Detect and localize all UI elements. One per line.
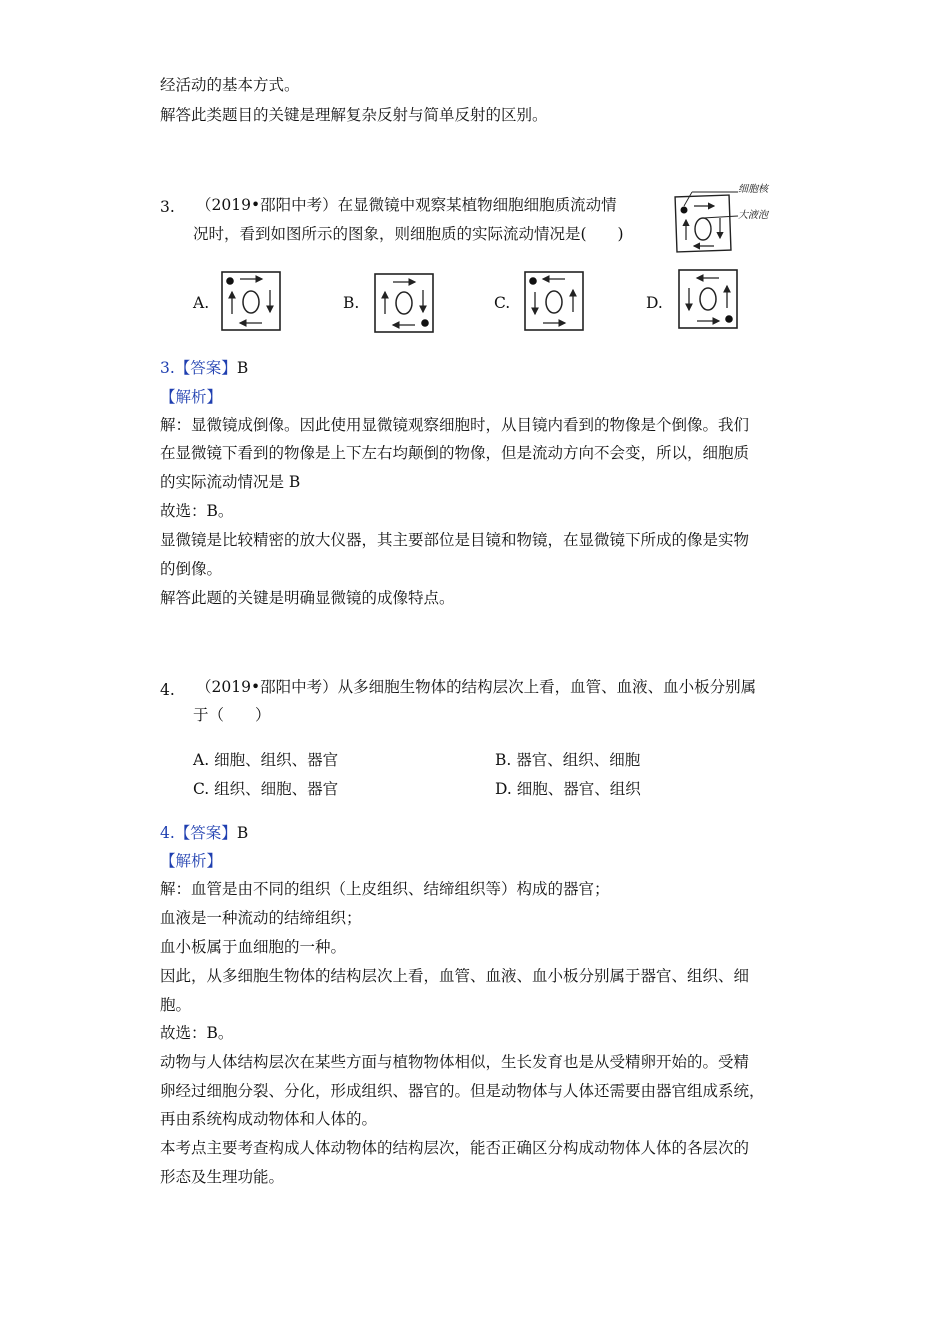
analysis-label: 【解析】 — [160, 852, 223, 870]
answer-label: 【答案】 — [174, 824, 237, 842]
text-line: 经活动的基本方式。 — [160, 76, 300, 94]
text-line: 解答此类题目的关键是理解复杂反射与简单反射的区别。 — [160, 106, 548, 124]
option-letter: D. — [495, 780, 512, 798]
option-c[interactable] — [193, 778, 338, 800]
answer-line — [160, 357, 248, 379]
analysis-line: 再由系统构成动物体和人体的。 — [160, 1110, 378, 1128]
option-letter-a: A. — [193, 294, 210, 312]
option-letter: C. — [193, 780, 210, 798]
question-stem: 况时，看到如图所示的图象，则细胞质的实际流动情况是( ) — [193, 225, 624, 243]
option-text: 细胞、器官、组织 — [516, 780, 641, 798]
option-text: 细胞、组织、器官 — [214, 751, 339, 769]
analysis-label: 【解析】 — [160, 388, 223, 406]
question-stem: （2019•邵阳中考）从多细胞生物体的结构层次上看，血管、血液、血小板分别属 — [196, 678, 757, 696]
option-letter-d: D. — [646, 294, 663, 312]
answer-number: 3. — [160, 359, 175, 377]
question-stem: （2019•邵阳中考）在显微镜中观察某植物细胞细胞质流动情 — [196, 196, 617, 214]
analysis-line: 胞。 — [160, 996, 192, 1014]
option-letter: B. — [495, 751, 512, 769]
answer-number: 4. — [160, 824, 175, 842]
answer-value: B — [236, 359, 249, 377]
analysis-line: 形态及生理功能。 — [160, 1168, 285, 1186]
analysis-line: 动物与人体结构层次在某些方面与植物物体相似，生长发育也是从受精卵开始的。受精 — [160, 1053, 750, 1071]
option-d[interactable] — [495, 778, 641, 800]
analysis-line: 因此，从多细胞生物体的结构层次上看，血管、血液、血小板分别属于器官、组织、细 — [160, 967, 750, 985]
analysis-line: 血小板属于血细胞的一种。 — [160, 938, 347, 956]
vacuole-label: 大液泡 — [738, 210, 768, 221]
question-number: 4. — [160, 681, 175, 699]
question-stem: 于（ ） — [193, 706, 271, 724]
analysis-line: 血液是一种流动的结缔组织； — [160, 909, 362, 927]
analysis-line: 本考点主要考查构成人体动物体的结构层次，能否正确区分构成动物体人体的各层次的 — [160, 1139, 750, 1157]
analysis-line: 解：血管是由不同的组织（上皮组织、结缔组织等）构成的器官； — [160, 880, 610, 898]
analysis-line: 显微镜是比较精密的放大仪器，其主要部位是目镜和物镜，在显微镜下所成的像是实物 — [160, 531, 750, 549]
option-letter-c: C. — [494, 294, 511, 312]
analysis-line: 的实际流动情况是 B — [160, 473, 301, 491]
analysis-line: 故选：B。 — [160, 502, 234, 520]
option-text: 器官、组织、细胞 — [516, 751, 641, 769]
option-d-cell-diagram[interactable] — [677, 268, 739, 334]
analysis-line: 故选：B。 — [160, 1024, 234, 1042]
option-b-cell-diagram[interactable] — [373, 272, 435, 338]
option-letter: A. — [193, 751, 210, 769]
answer-label: 【答案】 — [174, 359, 237, 377]
analysis-line: 的倒像。 — [160, 560, 223, 578]
option-b[interactable] — [495, 749, 640, 771]
analysis-line: 解答此题的关键是明确显微镜的成像特点。 — [160, 589, 455, 607]
answer-line — [160, 822, 248, 844]
option-a[interactable] — [193, 749, 338, 771]
question-number: 3. — [160, 198, 175, 216]
option-letter-b: B. — [343, 294, 360, 312]
option-text: 组织、细胞、器官 — [214, 780, 339, 798]
reference-cell-figure — [662, 182, 770, 266]
answer-value: B — [236, 824, 249, 842]
analysis-line: 卵经过细胞分裂、分化，形成组织、器官的。但是动物体与人体还需要由器官组成系统， — [160, 1082, 765, 1100]
option-c-cell-diagram[interactable] — [523, 270, 585, 336]
option-a-cell-diagram[interactable] — [220, 270, 282, 336]
analysis-line: 解：显微镜成倒像。因此使用显微镜观察细胞时，从目镜内看到的物像是个倒像。我们 — [160, 416, 750, 434]
nucleus-label: 细胞核 — [738, 184, 768, 195]
analysis-line: 在显微镜下看到的物像是上下左右均颠倒的物像，但是流动方向不会变，所以，细胞质 — [160, 444, 750, 462]
